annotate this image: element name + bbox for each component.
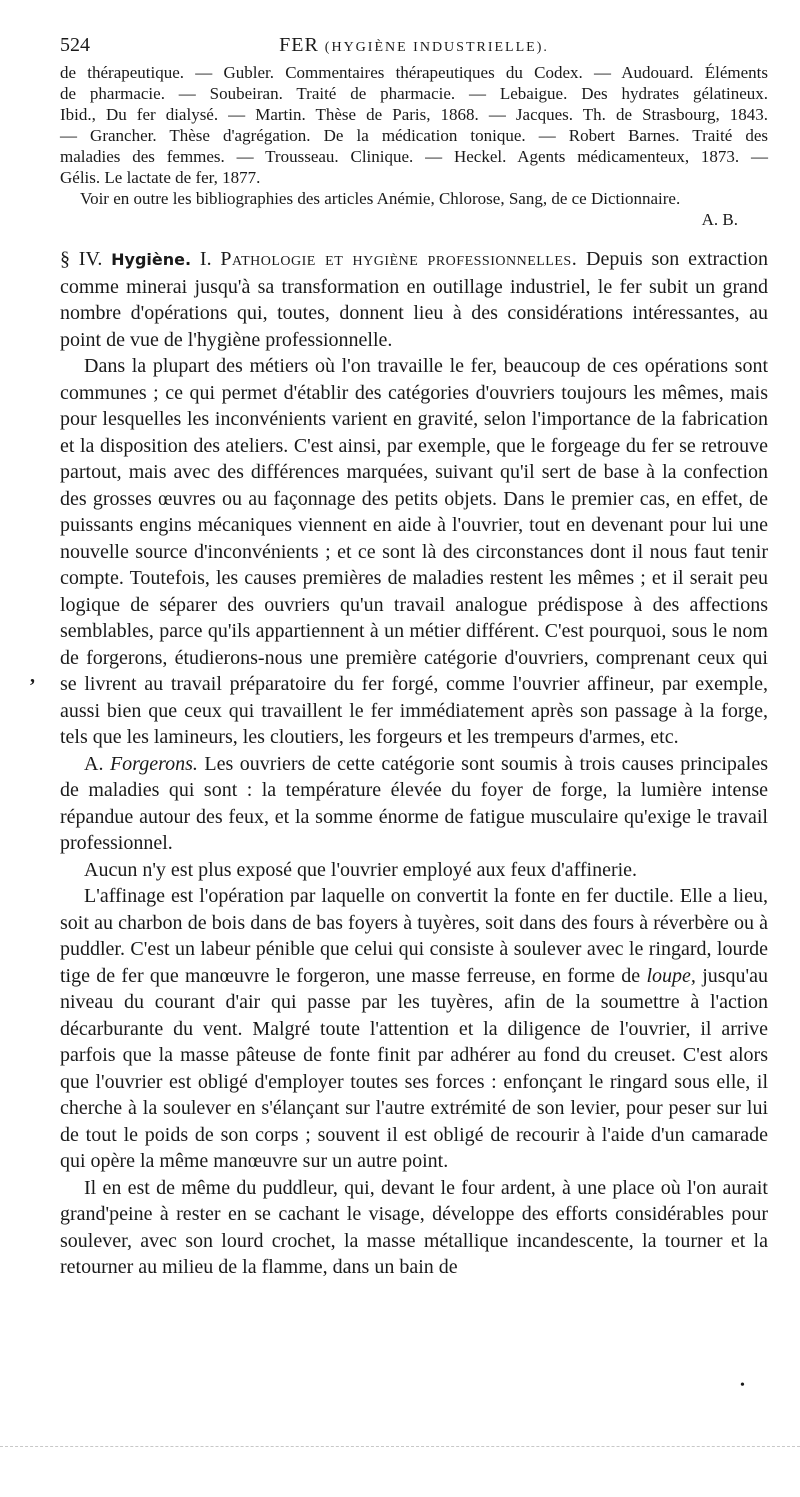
affinage-paragraph (60, 883, 768, 1175)
section-heading-paragraph (60, 246, 768, 353)
affinage-text-start: L'affinage est l'opération par laquelle on convertit la fonte en fer ductile. Elle a lieu, soit au charbon de bois dans de bas foyers à tuyères, soit dans des fours à réverbère ou à puddler. C'est un labeur pénible que celui qui consiste à soulever avec le ringard, lourde tige de fer que manœuvre le forgeron, une masse ferreuse, en forme de (60, 885, 768, 987)
page-number: 524 (60, 34, 90, 56)
scan-edge-rule (0, 1446, 800, 1447)
running-title (60, 30, 768, 63)
running-title-main: FER (279, 34, 319, 56)
body-paragraph: Dans la plupart des métiers où l'on travaille le fer, beaucoup de ces opérations sont communes ; ce qui permet d'établir des catégories d'ouvriers toujours les mêmes, mais pour lesquelles les inconvénients varient en gravité, selon l'importance de la fabrication et la disposition des ateliers. C'est ainsi, par exemple, que le forgeage du fer se retrouve partout, mais avec des différences marquées, suivant qu'il sert de base à la confection des grosses œuvres ou au façonnage des petits objets. Dans le premier cas, en effet, de puissants engins mécaniques viennent en aide à l'ouvrier, tout en devenant pour lui une nouvelle source d'inconvénients ; et ce sont là des circonstances dont il nous faut tenir compte. Toutefois, les causes premières de maladies restent les mêmes ; et il serait peu logique de séparer des ouvriers qu'un travail analogue prédispose à des affections semblables, parce qu'ils appartiennent à un métier différent. C'est pourquoi, sous le nom de forgerons, étudierons-nous une première catégorie d'ouvriers, comprenant ceux qui se livrent au travail préparatoire du fer forgé, comme l'ouvrier affineur, par exemple, aussi bien que ceux qui travaillent le fer immédiatement après son passage à la forge, tels que les lamineurs, les cloutiers, les forgeurs et les trempeurs d'armes, etc. (60, 355, 768, 748)
subsection-number: I. (199, 248, 212, 270)
bibliography-line: de pharmacie. — Soubeiran. Traité de pharmacie. — Lebaigue. Des hydrates gélatineux. (60, 84, 768, 103)
see-also-note: Voir en outre les bibliographies des articles Anémie, Chlorose, Sang, de ce Dictionnaire. (80, 189, 681, 208)
forgerons-paragraph (60, 751, 768, 857)
margin-mark: , (30, 665, 35, 687)
main-text (60, 246, 768, 1281)
section-title: Hygiène. (111, 250, 192, 269)
forgerons-title: Forgerons. (109, 752, 198, 775)
bibliography-line: — Grancher. Thèse d'agrégation. De la médication tonique. — Robert Barnes. Traité des (60, 126, 768, 145)
body-paragraph: Aucun n'y est plus exposé que l'ouvrier employé aux feux d'affinerie. (84, 858, 638, 881)
affinage-text-end: jusqu'au niveau du courant d'air qui passe par les tuyères, afin de la soumettre à l'action décarburante du vent. Malgré toute l'attention et la diligence de l'ouvrier, il arrive parfois que la masse pâteuse de fonte finit par adhérer au fond du creuset. C'est alors que l'ouvrier est obligé d'employer toutes ses forces : enfonçant le ringard sous elle, il cherche à la soulever en s'élançant sur l'autre extrémité de son levier, pour peser sur lui de tout le poids de son corps ; souvent il est obligé de recourir à l'aide d'un camarade qui opère la même manœuvre sur un autre point. (60, 964, 769, 1172)
author-signature: A. B. (701, 210, 738, 229)
bibliography-line: de thérapeutique. — Gubler. Commentaires thérapeutiques du Codex. — Audouard. Éléments (60, 63, 768, 82)
bibliography-block (60, 62, 768, 230)
bibliography-line: Ibid., Du fer dialysé. — Martin. Thèse de Paris, 1868. — Jacques. Th. de Strasbourg, 1843. (60, 105, 768, 124)
affinage-italic-term: loupe, (646, 964, 696, 987)
page-header (60, 30, 768, 60)
section-intro: Depuis son extraction comme minerai jusqu'à sa transformation en outillage industriel, le fer subit un grand nombre d'opérations qui, toutes, donnent lieu à des considérations intéressantes, au point de vue de l'hygiène professionnelle. (60, 248, 769, 351)
section-number: § IV. (60, 248, 103, 270)
bibliography-line: maladies des femmes. — Trousseau. Clinique. — Heckel. Agents médicamenteux, 1873. — (60, 147, 768, 166)
bibliography-line: Gélis. Le lactate de fer, 1877. (60, 168, 261, 187)
stray-dot-mark: • (740, 1378, 745, 1393)
forgerons-text: Les ouvriers de cette catégorie sont soumis à trois causes principales de maladies qui sont : la température élevée du foyer de forge, la lumière intense répandue autour des feux, et la somme énorme de fatigue musculaire qu'exige le travail professionnel. (60, 752, 769, 854)
subsection-title: Pathologie et hygiène professionnelles. (220, 248, 578, 270)
forgerons-label: A. (84, 752, 104, 775)
body-paragraph: Il en est de même du puddleur, qui, devant le four ardent, à une place où l'on aurait grand'peine à rester en se cachant le visage, développe des efforts considérables pour soulever, avec son lourd crochet, la masse métallique incandescente, la tourner et la retourner au milieu de la flamme, dans un bain de (60, 1176, 768, 1278)
running-title-sub: (HYGIÈNE INDUSTRIELLE). (324, 40, 549, 55)
